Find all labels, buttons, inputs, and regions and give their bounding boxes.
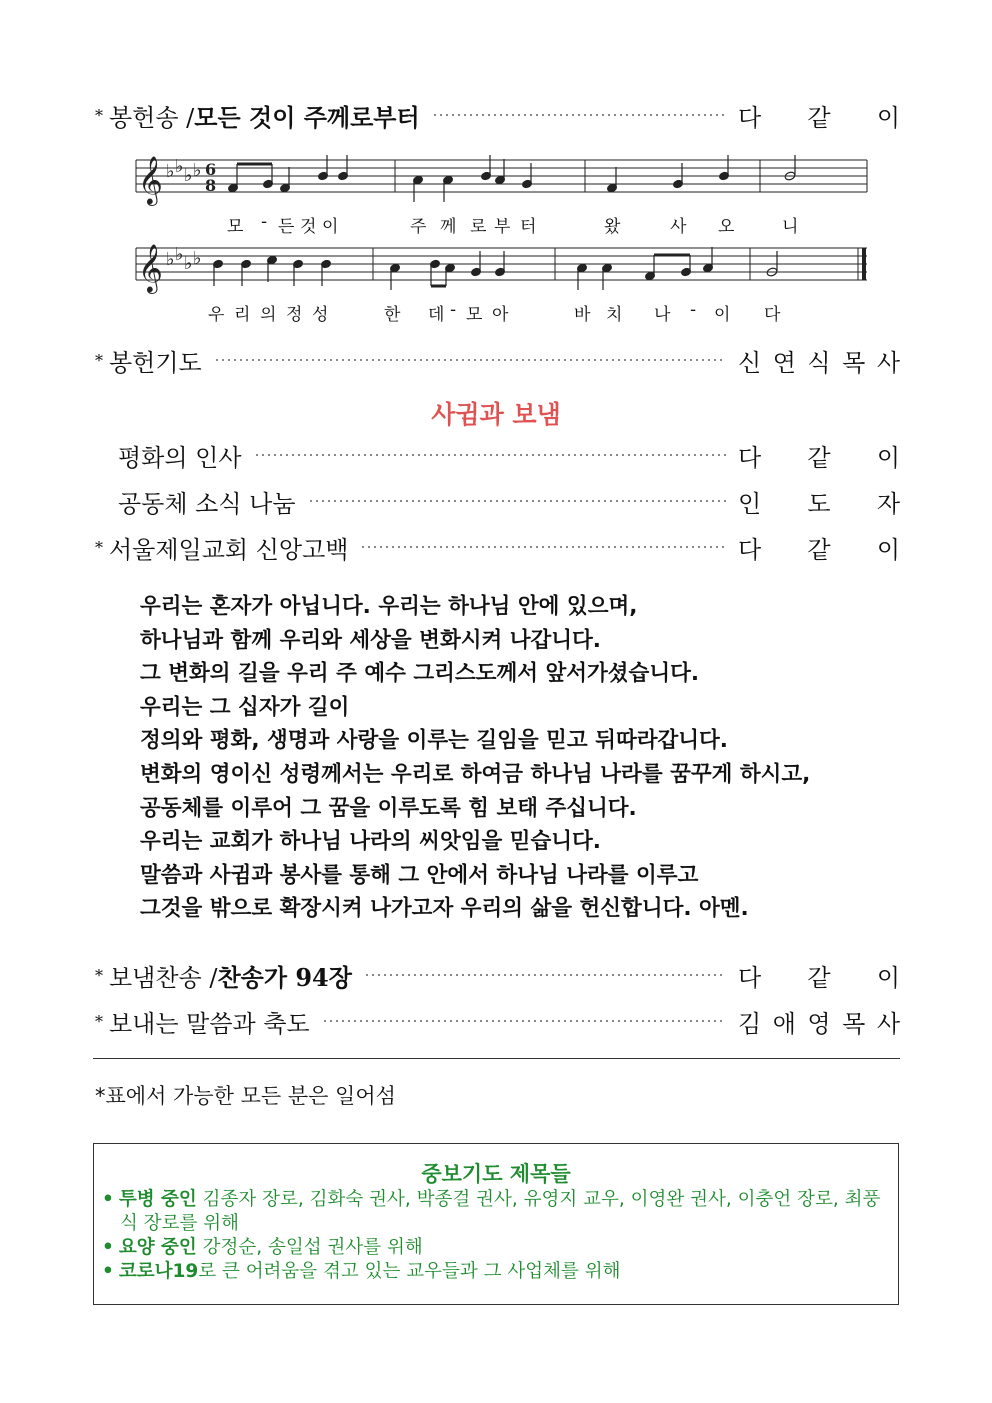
offertory-prayer-row: [95, 342, 900, 378]
bullet-icon: •: [102, 1189, 114, 1210]
creed-line: 하나님과 함께 우리와 세상을 변화시켜 나갑니다.: [140, 627, 601, 653]
offertory-hymn-title: 모든 것이 주께로부터: [194, 102, 420, 132]
treble-clef-icon: 𝄞: [138, 155, 163, 204]
community-news-row: [118, 483, 900, 519]
treble-clef-icon: 𝄞: [138, 243, 163, 292]
benediction-who: 김 애 영 목 사: [738, 1009, 900, 1038]
lyrics-line-1: 모 - 든 것 이 주 께 로 부 터 왔 사 오 니: [227, 212, 799, 237]
creed-line: 말씀과 사귐과 봉사를 통해 그 안에서 하나님 나라를 이루고: [140, 862, 699, 888]
prayer-item: [94, 1260, 898, 1284]
sending-hymn-who: 다 같 이: [738, 963, 900, 992]
creed-line: 변화의 영이신 성령께서는 우리로 하여금 하나님 나라를 꿈꾸게 하시고,: [140, 761, 811, 787]
svg-text:♭: ♭: [166, 249, 175, 270]
svg-text:♭: ♭: [193, 248, 202, 269]
bullet-icon: •: [102, 1261, 114, 1282]
creed-text: [140, 590, 940, 926]
creed-line: 우리는 교회가 하나님 나라의 씨앗임을 믿습니다.: [140, 829, 601, 855]
lyrics-line-2: 우 리 의 정 성 한 데 - 모 아 바 치 나 - 이 다: [208, 300, 781, 325]
time-signature-bottom: 8: [205, 176, 217, 195]
section-title: 사귐과 보냄: [431, 400, 561, 429]
prayer-item: [94, 1188, 898, 1236]
stand-marker: *: [95, 350, 103, 370]
prayer-item-text: 로 큰 어려움을 겪고 있는 교우들과 그 사업체를 위해: [198, 1261, 621, 1282]
time-signature-top: 6: [205, 160, 217, 179]
creed-label: 서울제일교회 신앙고백: [109, 535, 349, 564]
peace-greeting-who: 다 같 이: [738, 443, 900, 472]
svg-text:♭: ♭: [193, 160, 202, 181]
leader-dots: [214, 358, 726, 362]
leader-dots: [360, 545, 726, 549]
leader-dots: [432, 113, 726, 117]
sending-hymn-row: [95, 957, 900, 993]
stand-marker: *: [95, 537, 103, 557]
standing-note: *표에서 가능한 모든 분은 일어섬: [95, 1084, 396, 1108]
svg-text:♭: ♭: [175, 156, 184, 177]
creed-row: [95, 529, 900, 565]
creed-line: 우리는 혼자가 아닙니다. 우리는 하나님 안에 있으며,: [140, 594, 638, 619]
notes-line-1: [228, 155, 796, 202]
offertory-hymn-row: [95, 97, 900, 133]
prayer-item-head: 코로나19: [118, 1261, 199, 1282]
creed-line: 우리는 그 십자가 길이: [140, 694, 350, 720]
leader-dots: [254, 453, 726, 457]
music-staff-line-1: [130, 150, 870, 220]
svg-text:♭: ♭: [184, 253, 193, 274]
prayer-topics-box: [93, 1143, 899, 1305]
svg-text:♭: ♭: [166, 161, 175, 182]
leader-dots: [364, 973, 726, 977]
leader-dots: [322, 1019, 726, 1023]
creed-who: 다 같 이: [738, 535, 900, 564]
offertory-prayer-who: 신 연 식 목 사: [738, 348, 900, 377]
bullet-icon: •: [102, 1237, 114, 1258]
offertory-hymn-who: 다 같 이: [738, 103, 900, 132]
benediction-label: 보내는 말씀과 축도: [109, 1009, 310, 1038]
community-news-label: 공동체 소식 나눔: [118, 489, 296, 518]
svg-text:♭: ♭: [175, 244, 184, 265]
music-staff-line-2: [130, 238, 870, 308]
prayer-topics-title: 중보기도 제목들: [421, 1162, 571, 1186]
creed-line: 그것을 밖으로 확장시켜 나가고자 우리의 삶을 헌신합니다. 아멘.: [140, 896, 749, 922]
svg-text:♭: ♭: [184, 165, 193, 186]
creed-line: 정의와 평화, 생명과 사랑을 이루는 길임을 믿고 뒤따라갑니다.: [140, 728, 728, 754]
divider: [93, 1058, 900, 1059]
prayer-item-head: 투병 중인: [118, 1189, 197, 1210]
sending-hymn-title: 찬송가 94장: [217, 962, 352, 992]
creed-line: 그 변화의 길을 우리 주 예수 그리스도께서 앞서가셨습니다.: [140, 661, 700, 687]
stand-marker: *: [95, 965, 103, 985]
peace-greeting-label: 평화의 인사: [118, 443, 242, 472]
notes-line-2: [213, 247, 778, 290]
peace-greeting-row: [118, 437, 900, 473]
leader-dots: [308, 499, 726, 503]
creed-line: 공동체를 이루어 그 꿈을 이루도록 힘 보태 주십니다.: [140, 795, 637, 821]
benediction-row: [95, 1003, 900, 1039]
prayer-item-head: 요양 중인: [118, 1237, 197, 1258]
offertory-prayer-label: 봉헌기도: [109, 348, 202, 377]
prayer-item: [94, 1236, 898, 1260]
prayer-item-text: 강정순, 송일섭 권사를 위해: [196, 1237, 423, 1258]
prayer-item-text: 김종자 장로, 김화숙 권사, 박종걸 권사, 유영지 교우, 이영완 권사, 이충언 장로, 최풍식 장로를 위해: [120, 1189, 881, 1234]
stand-marker: *: [95, 1011, 103, 1031]
offertory-hymn-label: 봉헌송 /: [109, 103, 195, 132]
community-news-who: 인 도 자: [738, 489, 900, 518]
stand-marker: *: [95, 105, 103, 125]
sending-hymn-label: 보냄찬송 /: [109, 963, 218, 992]
